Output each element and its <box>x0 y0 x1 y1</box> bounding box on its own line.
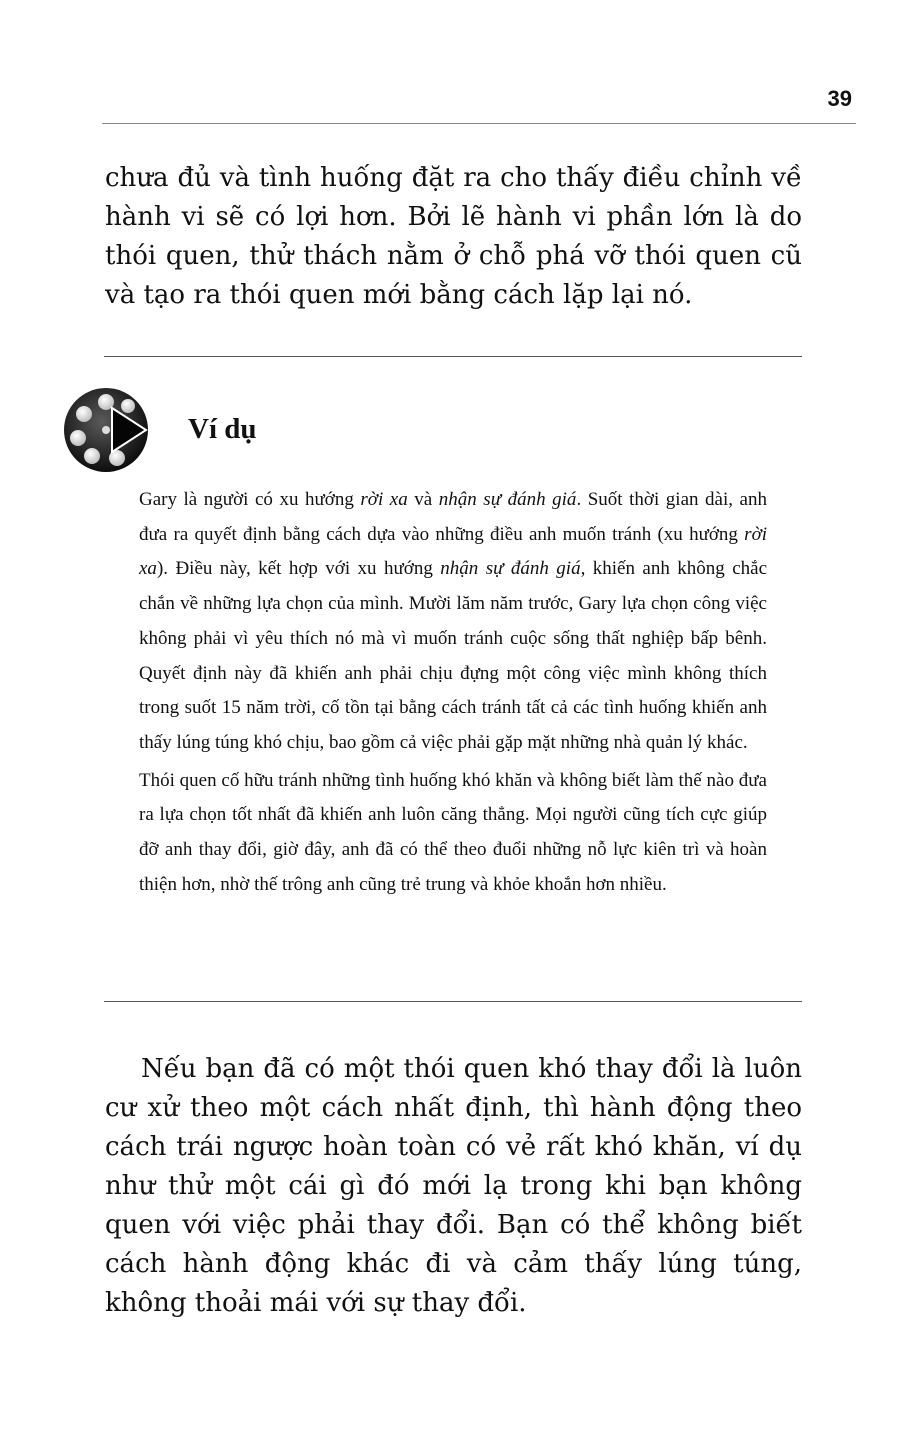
example-text: ). Điều này, kết hợp với xu hướng <box>156 558 441 580</box>
example-text: Gary là người có xu hướng <box>139 489 361 510</box>
film-reel-play-icon <box>62 386 150 474</box>
example-paragraph-1 <box>139 483 767 761</box>
example-text: . Suốt thời gian dài, anh đưa ra quyết định bằng cách dựa vào những điều anh muốn tránh (xu hướng <box>139 489 767 545</box>
example-emphasis: nhận sự đánh giá <box>438 489 577 510</box>
example-body <box>139 483 767 905</box>
page-number: 39 <box>827 86 852 111</box>
example-text: và <box>407 489 439 510</box>
closing-paragraph: Nếu bạn đã có một thói quen khó thay đổi là luôn cư xử theo một cách nhất định, thì hành động theo cách trái ngược hoàn toàn có vẻ rất khó khăn, ví dụ như thử một cái gì đó mới lạ trong khi bạn không quen với việc phải thay đổi. Bạn có thể không biết cách hành động khác đi và cảm thấy lúng túng, không thoải mái với sự thay đổi. <box>105 1054 802 1318</box>
example-bottom-divider <box>104 1001 802 1002</box>
example-emphasis: rời xa <box>360 489 408 510</box>
example-text: , khiến anh không chắc chắn về những lựa chọn của mình. Mười lăm năm trước, Gary lựa chọn công việc không phải vì yêu thích nó mà vì muốn tránh cuộc sống thất nghiệp bấp bênh. Quyết định này đã khiến anh phải chịu đựng một công việc mình không thích trong suốt 15 năm trời, cố tồn tại bằng cách tránh tất cả các tình huống khiến anh thấy lúng túng khó chịu, bao gồm cả việc phải gặp mặt những nhà quản lý khác. <box>139 558 768 753</box>
header-divider <box>102 123 856 124</box>
example-emphasis: rời xa <box>139 523 767 580</box>
intro-paragraph: chưa đủ và tình huống đặt ra cho thấy điều chỉnh về hành vi sẽ có lợi hơn. Bởi lẽ hành vi phần lớn là do thói quen, thử thách nằm ở chỗ phá vỡ thói quen cũ và tạo ra thói quen mới bằng cách lặp lại nó. <box>105 163 802 310</box>
example-top-divider <box>104 356 802 357</box>
example-paragraph-2: Thói quen cố hữu tránh những tình huống khó khăn và không biết làm thế nào đưa ra lựa chọn tốt nhất đã khiến anh luôn căng thẳng. Mọi người cũng tích cực giúp đỡ anh thay đổi, giờ đây, anh đã có thể theo đuổi những nỗ lực kiên trì và hoàn thiện hơn, nhờ thế trông anh cũng trẻ trung và khỏe khoắn hơn nhiều. <box>139 769 767 895</box>
example-emphasis: nhận sự đánh giá <box>440 558 581 580</box>
example-title: Ví dụ <box>188 413 257 445</box>
